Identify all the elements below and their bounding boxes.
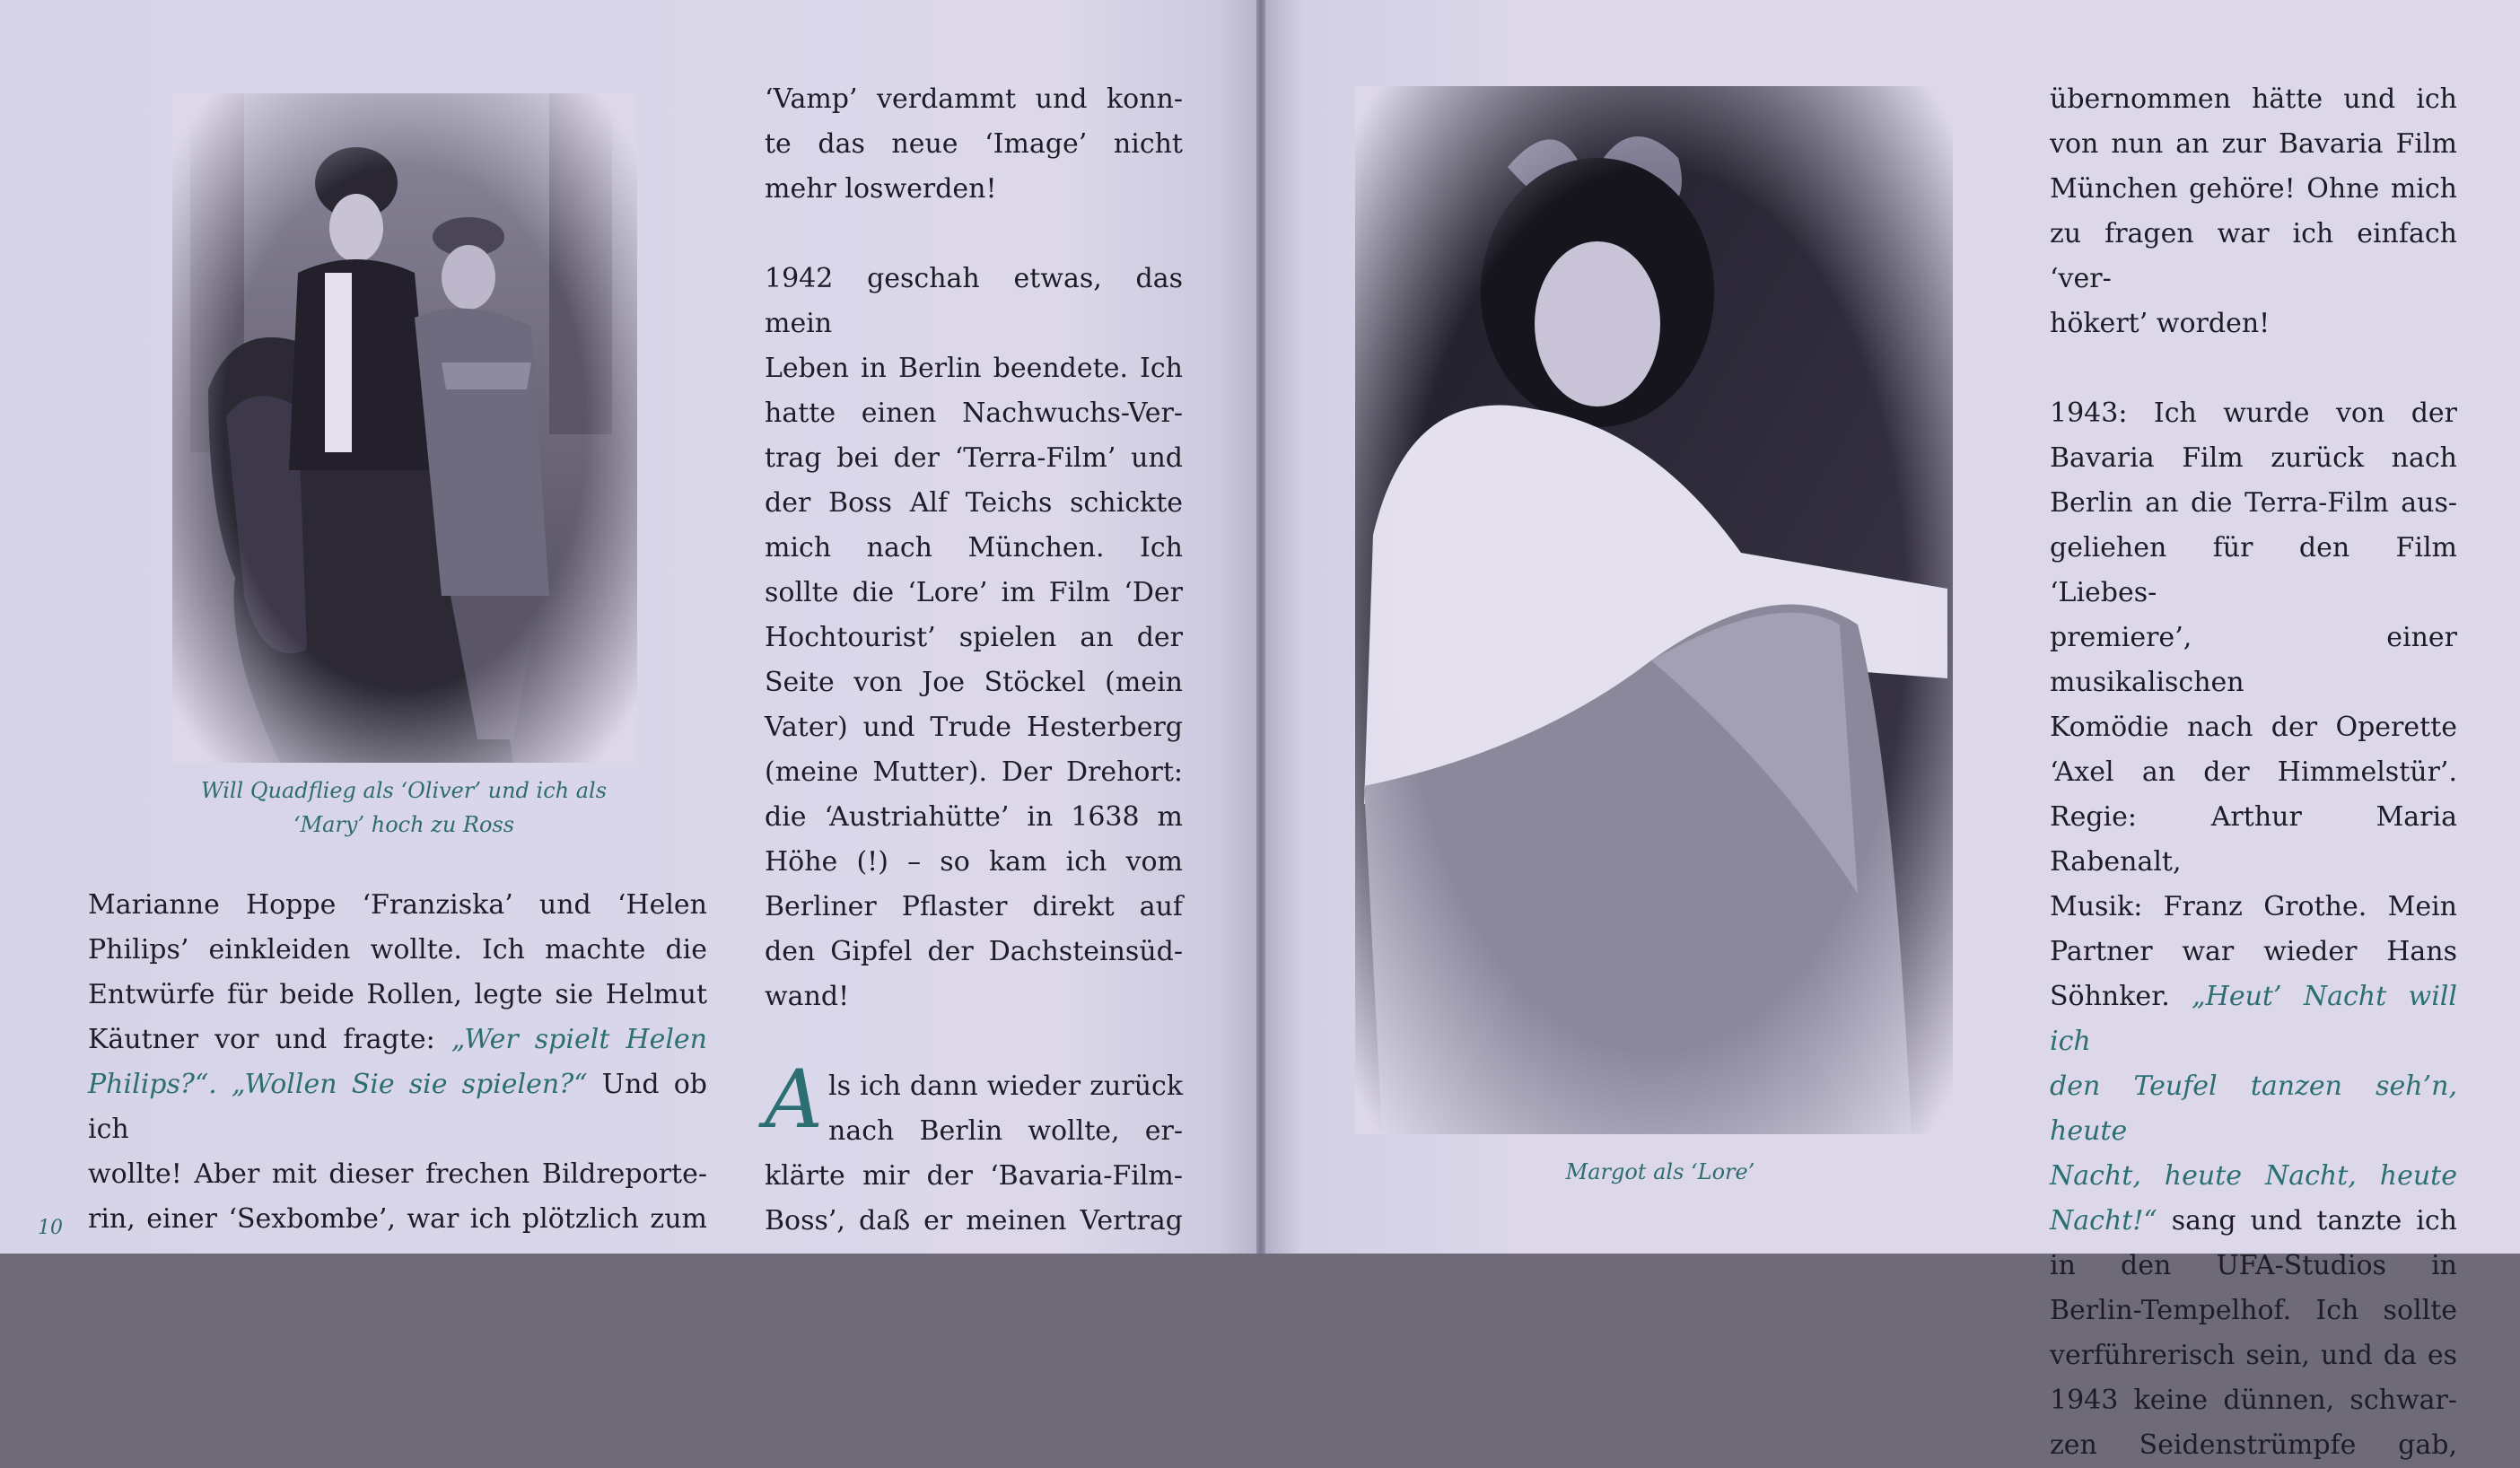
left-column-2 bbox=[765, 77, 1183, 1244]
text-line: wollte! Aber mit dieser frechen Bildreporte- bbox=[88, 1158, 707, 1190]
right-page bbox=[1265, 0, 2520, 1461]
text-line: ‘Axel an der Himmelstür’. bbox=[2050, 756, 2457, 788]
right-column bbox=[2050, 77, 2457, 1468]
text-line: Seite von Joe Stöckel (mein bbox=[765, 667, 1183, 698]
text-line: trag bei der ‘Terra-Film’ und bbox=[765, 442, 1183, 474]
text-line: Berlin an die Terra-Film aus- bbox=[2050, 487, 2457, 519]
text-line: ‘Vamp’ verdammt und konn- bbox=[765, 83, 1183, 115]
text-line: von nun an zur Bavaria Film bbox=[2050, 128, 2457, 160]
text-line: Leben in Berlin beendete. Ich bbox=[765, 353, 1183, 384]
text-span: sang und tanzte ich bbox=[2157, 1205, 2457, 1236]
left-page bbox=[0, 0, 1256, 1254]
text-span: Käutner vor und fragte: bbox=[88, 1024, 451, 1055]
portrait-photo bbox=[1355, 86, 1953, 1134]
quote-text: „Wer spielt Helen bbox=[451, 1024, 707, 1055]
text-line: nach Berlin wollte, er- bbox=[828, 1115, 1183, 1147]
text-line bbox=[2050, 1199, 2457, 1244]
text-line: hökert’ worden! bbox=[2050, 308, 2271, 339]
caption-line: ‘Mary’ hoch zu Ross bbox=[293, 812, 515, 837]
riders-photo-caption bbox=[135, 773, 673, 842]
quote-text: Philips?“. „Wollen Sie sie spielen?“ bbox=[88, 1069, 588, 1100]
text-line bbox=[88, 1062, 707, 1152]
text-line: übernommen hätte und ich bbox=[2050, 83, 2457, 115]
text-line: München gehöre! Ohne mich bbox=[2050, 173, 2457, 205]
text-line: Vater) und Trude Hesterberg bbox=[765, 712, 1183, 743]
quote-text: Nacht!“ bbox=[2050, 1205, 2157, 1236]
text-line: hatte einen Nachwuchs-Ver- bbox=[765, 398, 1183, 429]
text-line: 1942 geschah etwas, das mein bbox=[765, 263, 1183, 339]
riders-photo bbox=[172, 93, 637, 763]
left-column-1 bbox=[88, 883, 707, 1242]
text-line: zen Seidenstrümpfe gab, bbox=[2050, 1429, 2457, 1461]
text-line: Entwürfe für beide Rollen, legte sie Helmut bbox=[88, 979, 707, 1010]
quote-text: den Teufel tanzen seh’n, heute bbox=[2050, 1070, 2457, 1147]
text-line: 1943: Ich wurde von der bbox=[2050, 398, 2457, 429]
text-span: Söhnker. bbox=[2050, 981, 2192, 1012]
text-line: der Boss Alf Teichs schickte bbox=[765, 487, 1183, 519]
text-line: geliehen für den Film ‘Liebes- bbox=[2050, 532, 2457, 608]
text-line: sollte die ‘Lore’ im Film ‘Der bbox=[765, 577, 1183, 608]
text-line: mehr loswerden! bbox=[765, 173, 997, 205]
text-line: (meine Mutter). Der Drehort: bbox=[765, 756, 1183, 788]
text-line: Marianne Hoppe ‘Franziska’ und ‘Helen bbox=[88, 889, 707, 921]
text-span: Und ob ich bbox=[88, 1069, 707, 1145]
text-line: Komödie nach der Operette bbox=[2050, 712, 2457, 743]
text-line: Partner war wieder Hans bbox=[2050, 936, 2457, 967]
text-line bbox=[88, 1018, 707, 1062]
text-line: die ‘Austriahütte’ in 1638 m bbox=[765, 801, 1183, 833]
text-line: Berliner Pflaster direkt auf bbox=[765, 891, 1183, 922]
text-line: Höhe (!) – so kam ich vom bbox=[765, 846, 1183, 878]
page-number: 10 bbox=[38, 1217, 63, 1239]
text-line: verführerisch sein, und da es bbox=[2050, 1340, 2457, 1371]
text-line: in den UFA-Studios in bbox=[2050, 1250, 2457, 1281]
text-line: te das neue ‘Image’ nicht bbox=[765, 128, 1183, 160]
text-line: wand! bbox=[765, 981, 850, 1012]
caption-line: Will Quadflieg als ‘Oliver’ und ich als bbox=[200, 778, 608, 803]
text-line: Hochtourist’ spielen an der bbox=[765, 622, 1183, 653]
quote-text: „Heut’ Nacht will ich bbox=[2050, 981, 2457, 1057]
text-line: premiere’, einer musikalischen bbox=[2050, 622, 2457, 698]
text-line: 1943 keine dünnen, schwar- bbox=[2050, 1385, 2457, 1416]
text-line: Berlin-Tempelhof. Ich sollte bbox=[2050, 1295, 2457, 1326]
drop-cap: A bbox=[765, 1053, 823, 1147]
text-line: Regie: Arthur Maria Rabenalt, bbox=[2050, 801, 2457, 878]
text-line: Bavaria Film zurück nach bbox=[2050, 442, 2457, 474]
text-line: zu fragen war ich einfach ‘ver- bbox=[2050, 218, 2457, 294]
text-line: Musik: Franz Grothe. Mein bbox=[2050, 891, 2457, 922]
text-line: ls ich dann wieder zurück bbox=[828, 1070, 1183, 1102]
portrait-photo-caption: Margot als ‘Lore’ bbox=[1565, 1159, 1755, 1184]
text-line: rin, einer ‘Sexbombe’, war ich plötzlich zum bbox=[88, 1203, 707, 1235]
text-line: klärte mir der ‘Bavaria-Film- bbox=[765, 1160, 1183, 1192]
text-line: mich nach München. Ich bbox=[765, 532, 1183, 564]
text-line: Boss’, daß er meinen Vertrag bbox=[765, 1205, 1183, 1236]
text-line: Philips’ einkleiden wollte. Ich machte die bbox=[88, 934, 707, 966]
quote-text: Nacht, heute Nacht, heute bbox=[2050, 1160, 2457, 1192]
text-line: den Gipfel der Dachsteinsüd- bbox=[765, 936, 1183, 967]
text-line bbox=[2050, 974, 2457, 1064]
